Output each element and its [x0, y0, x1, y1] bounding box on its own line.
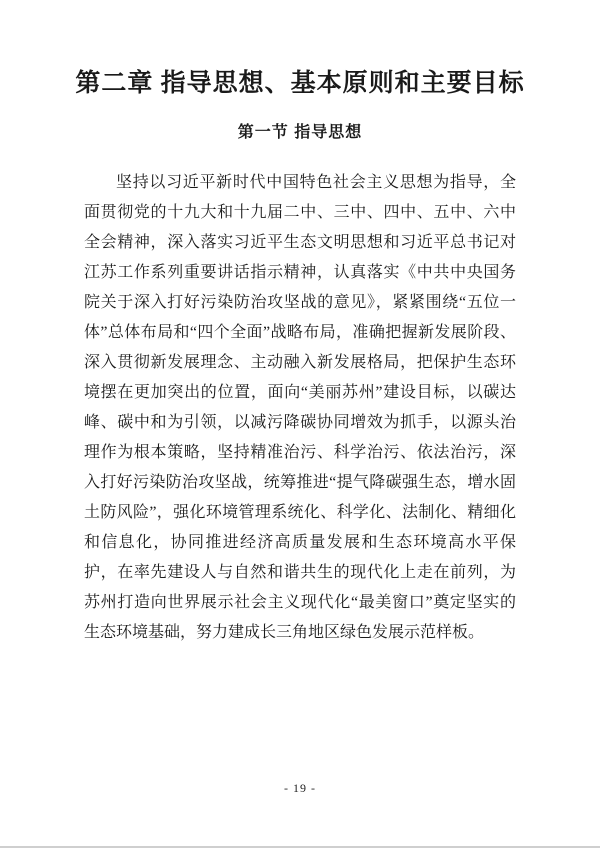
body-line: 和信息化，协同推进经济高质量发展和生态环境高水平保	[84, 534, 516, 551]
body-paragraph	[84, 168, 516, 648]
body-line: 坚持以习近平新时代中国特色社会主义思想为指导，全	[116, 174, 516, 191]
body-line: 深入贯彻新发展理念、主动融入新发展格局，把保护生态环	[84, 354, 516, 371]
body-line: 峰、碳中和为引领，以减污降碳协同增效为抓手，以源头治	[84, 414, 516, 431]
body-line: 院关于深入打好污染防治攻坚战的意见》，紧紧围绕“五位一	[84, 294, 516, 311]
body-line: 面贯彻党的十九大和十九届二中、三中、四中、五中、六中	[84, 204, 516, 221]
section-heading: 第一节 指导思想	[237, 124, 363, 141]
body-line: 理作为根本策略，坚持精准治污、科学治污、依法治污，深	[84, 444, 516, 461]
body-line: 江苏工作系列重要讲话指示精神，认真落实《中共中央国务	[84, 264, 516, 281]
page-number: - 19 -	[284, 781, 316, 795]
body-line: 苏州打造向世界展示社会主义现代化“最美窗口”奠定坚实的	[84, 594, 516, 611]
body-line: 入打好污染防治攻坚战，统筹推进“提气降碳强生态，增水固	[84, 474, 516, 491]
body-line: 体”总体布局和“四个全面”战略布局，准确把握新发展阶段、	[84, 324, 516, 341]
body-line: 土防风险”，强化环境管理系统化、科学化、法制化、精细化	[84, 504, 516, 521]
body-line: 生态环境基础，努力建成长三角地区绿色发展示范样板。	[84, 624, 485, 641]
body-line: 境摆在更加突出的位置，面向“美丽苏州”建设目标，以碳达	[84, 384, 516, 401]
chapter-title: 第二章 指导思想、基本原则和主要目标	[75, 70, 525, 97]
body-line: 护，在率先建设人与自然和谐共生的现代化上走在前列，为	[84, 564, 516, 581]
body-line: 全会精神，深入落实习近平生态文明思想和习近平总书记对	[84, 234, 516, 251]
